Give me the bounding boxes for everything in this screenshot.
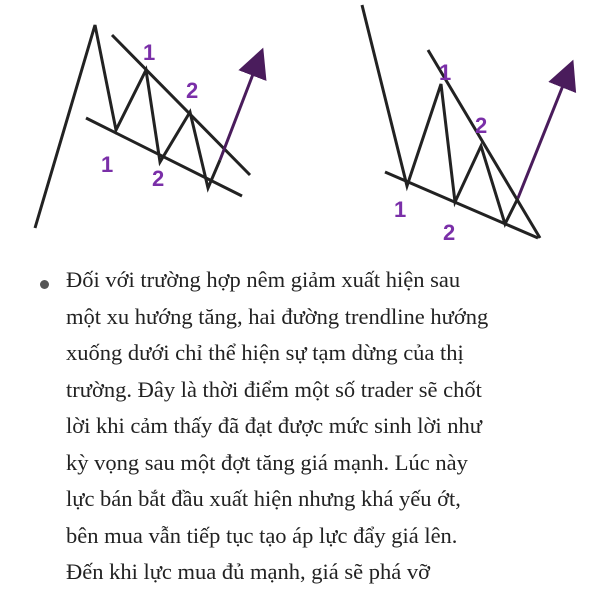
left-wedge-pattern [35, 25, 260, 228]
left-upper-trendline [112, 35, 250, 175]
right-lower-label-1: 1 [394, 197, 407, 222]
paragraph-line-8: bên mua vẫn tiếp tục tạo áp lực đẩy giá lên. [66, 522, 458, 548]
paragraph-line-3: xuống dưới chỉ thể hiện sự tạm dừng của thị [66, 340, 464, 365]
right-price-path [362, 5, 518, 224]
right-breakout-arrow [518, 68, 570, 198]
explanation-text-block [32, 262, 588, 591]
right-upper-label-1: 1 [439, 60, 452, 85]
paragraph-line-9: Đến khi lực mua đủ mạnh, giá sẽ phá vỡ [66, 559, 431, 584]
paragraph-line-5: lời khi cảm thấy đã đạt được mức sinh lời như [66, 413, 482, 438]
left-lower-label-2: 2 [152, 166, 165, 191]
paragraph-line-1: Đối với trường hợp nêm giảm xuất hiện sau [66, 267, 461, 292]
falling-wedge-diagram [0, 0, 600, 260]
left-breakout-arrow [220, 56, 260, 160]
right-lower-label-2: 2 [443, 220, 456, 245]
paragraph-line-7: lực bán bắt đầu xuất hiện nhưng khá yếu ớt, [66, 486, 461, 511]
explanation-paragraph [32, 262, 588, 591]
paragraph-line-4: trường. Đây là thời điểm một số trader sẽ chốt [66, 376, 482, 402]
left-lower-label-1: 1 [101, 152, 114, 177]
left-upper-label-1: 1 [143, 40, 156, 65]
left-upper-label-2: 2 [186, 78, 199, 103]
paragraph-line-6: kỳ vọng sau một đợt tăng giá mạnh. Lúc này [66, 449, 468, 475]
right-wedge-pattern [362, 5, 570, 245]
paragraph-line-2: một xu hướng tăng, hai đường trendline hướng [66, 303, 489, 329]
bullet-icon [40, 280, 49, 289]
left-price-path [35, 25, 220, 228]
right-upper-label-2: 2 [475, 113, 488, 138]
